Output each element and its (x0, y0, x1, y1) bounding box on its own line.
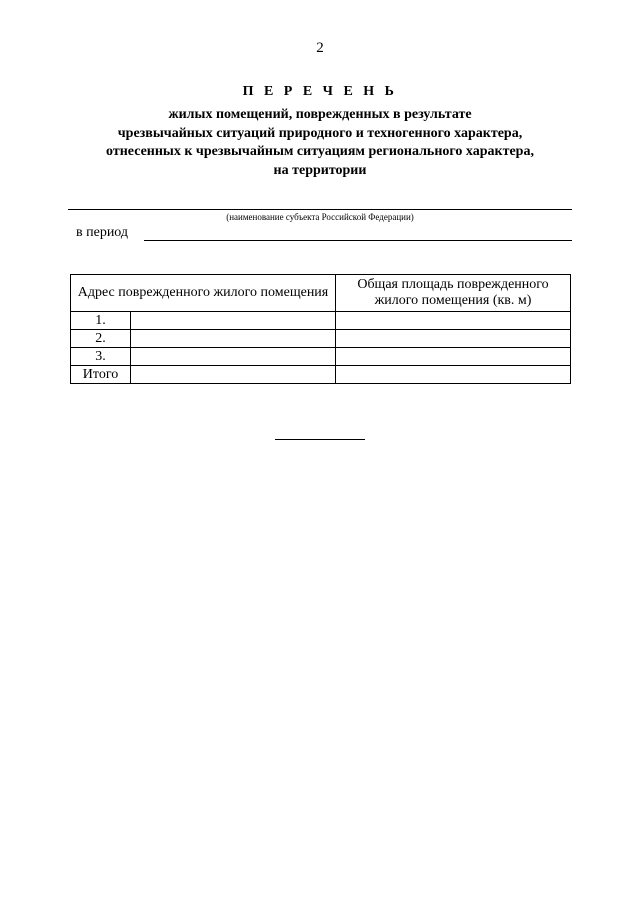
end-divider (275, 439, 365, 440)
area-cell[interactable] (336, 366, 571, 384)
address-cell[interactable] (131, 366, 336, 384)
table-row (71, 330, 571, 348)
column-header-area: Общая площадь поврежденного жилого помещения (кв. м) (336, 275, 571, 312)
subtitle-line: чрезвычайных ситуаций природного и техногенного характера, (117, 125, 523, 141)
subject-fill-line[interactable] (68, 209, 572, 210)
damaged-housing-table (70, 274, 571, 384)
table-header-row (71, 275, 571, 312)
table-row-total (71, 366, 571, 384)
subtitle-line: отнесенных к чрезвычайным ситуациям регионального характера, (106, 144, 534, 159)
table-row (71, 348, 571, 366)
page-number: 2 (316, 40, 324, 56)
document-title: П Е Р Е Ч Е Н Ь (242, 84, 398, 99)
subtitle-line: жилых помещений, поврежденных в результате (168, 107, 472, 122)
subtitle-line: на территории (273, 162, 367, 178)
period-fill-line[interactable] (144, 240, 572, 241)
subject-caption: (наименование субъекта Российской Федерации) (226, 212, 414, 222)
row-number: 2. (71, 330, 131, 348)
document-subtitle (0, 106, 640, 180)
period-label: в период (76, 225, 129, 240)
row-total-label: Итого (71, 366, 131, 384)
area-cell[interactable] (336, 312, 571, 330)
area-cell[interactable] (336, 348, 571, 366)
column-header-address: Адрес поврежденного жилого помещения (71, 275, 336, 312)
row-number: 3. (71, 348, 131, 366)
address-cell[interactable] (131, 348, 336, 366)
area-cell[interactable] (336, 330, 571, 348)
table-row (71, 312, 571, 330)
address-cell[interactable] (131, 312, 336, 330)
row-number: 1. (71, 312, 131, 330)
address-cell[interactable] (131, 330, 336, 348)
